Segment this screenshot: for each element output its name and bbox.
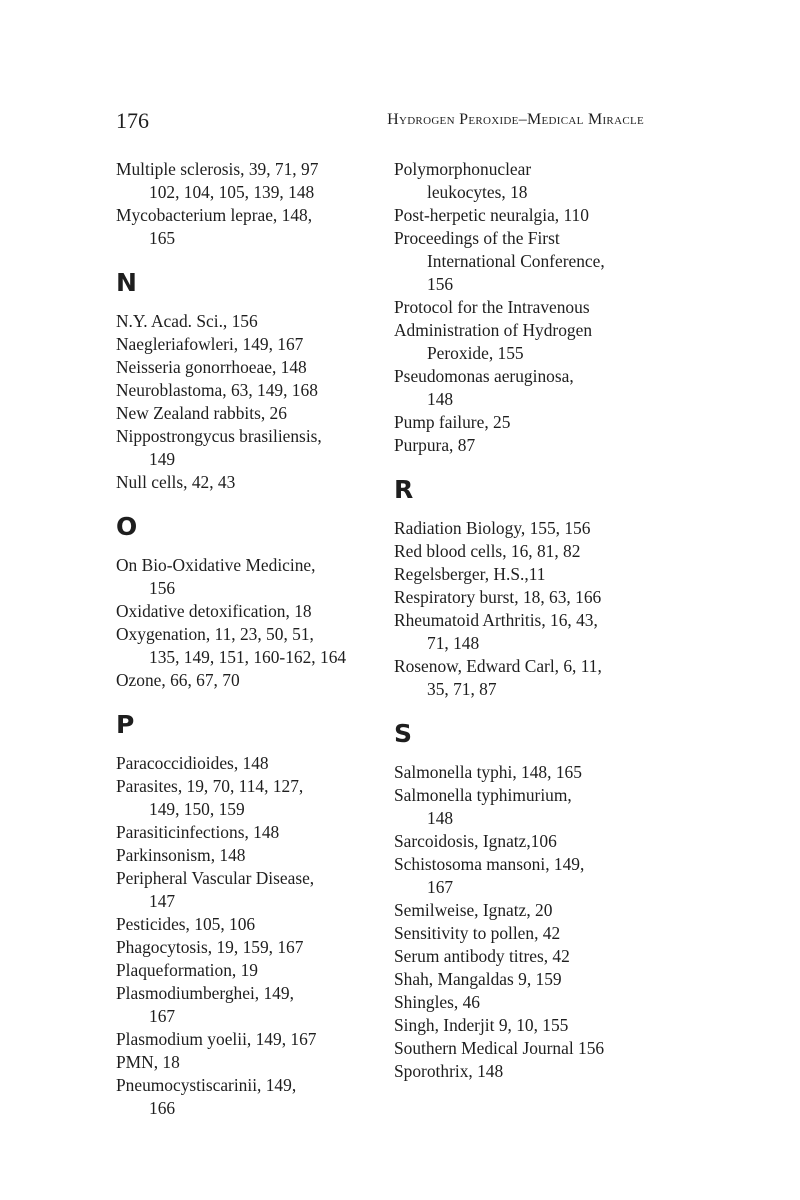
index-entry: Pesticides, 105, 106 [116, 914, 256, 934]
index-letter-heading: P [116, 710, 135, 739]
index-letter-heading: R [394, 475, 414, 504]
index-entry-continuation: leukocytes, 18 [427, 182, 528, 202]
index-entry: Neuroblastoma, 63, 149, 168 [116, 380, 318, 400]
index-entry: Oxygenation, 11, 23, 50, 51, [116, 624, 314, 644]
index-entry: Null cells, 42, 43 [116, 472, 236, 492]
index-entry: Pseudomonas aeruginosa, [394, 366, 574, 386]
index-letter-heading: S [394, 719, 413, 748]
index-entry-continuation: 165 [149, 228, 176, 248]
index-entry-continuation: 148 [427, 808, 454, 828]
index-entry-continuation: 156 [149, 578, 176, 598]
index-entry-continuation: 147 [149, 891, 176, 911]
index-entry: Semilweise, Ignatz, 20 [394, 900, 553, 920]
index-entry: Parasites, 19, 70, 114, 127, [116, 776, 304, 796]
index-entry: Neisseria gonorrhoeae, 148 [116, 357, 307, 377]
index-entry: Ozone, 66, 67, 70 [116, 670, 240, 690]
index-entry: Sporothrix, 148 [394, 1061, 504, 1081]
index-entry: Multiple sclerosis, 39, 71, 97 [116, 159, 319, 179]
index-entry: Pneumocystiscarinii, 149, [116, 1075, 297, 1095]
index-entry: Respiratory burst, 18, 63, 166 [394, 587, 602, 607]
index-entry: Administration of Hydrogen [394, 320, 593, 340]
index-entry-continuation: 167 [427, 877, 454, 897]
index-entry-continuation: International Conference, [427, 251, 605, 271]
index-entry: Schistosoma mansoni, 149, [394, 854, 585, 874]
index-entry: Sarcoidosis, Ignatz,106 [394, 831, 557, 851]
index-entry: Salmonella typhi, 148, 165 [394, 762, 582, 782]
index-entry: Salmonella typhimurium, [394, 785, 572, 805]
index-entry: Paracoccidioides, 148 [116, 753, 269, 773]
index-entry-continuation: 71, 148 [427, 633, 480, 653]
index-entry: Rheumatoid Arthritis, 16, 43, [394, 610, 598, 630]
index-entry: Mycobacterium leprae, 148, [116, 205, 313, 225]
index-entry: Plasmodiumberghei, 149, [116, 983, 294, 1003]
index-entry: On Bio-Oxidative Medicine, [116, 555, 316, 575]
index-entry: PMN, 18 [116, 1052, 180, 1072]
index-entry: Shah, Mangaldas 9, 159 [394, 969, 562, 989]
index-entry: Radiation Biology, 155, 156 [394, 518, 591, 538]
index-letter-heading: N [116, 268, 137, 297]
index-entry: Rosenow, Edward Carl, 6, 11, [394, 656, 602, 676]
index-entry: Polymorphonuclear [394, 159, 532, 179]
index-entry-continuation: 149 [149, 449, 176, 469]
index-entry: Sensitivity to pollen, 42 [394, 923, 561, 943]
index-entry: Serum antibody titres, 42 [394, 946, 570, 966]
index-entry: Southern Medical Journal 156 [394, 1038, 605, 1058]
index-entry: Parasiticinfections, 148 [116, 822, 280, 842]
index-entry-continuation: 102, 104, 105, 139, 148 [149, 182, 315, 202]
index-column-right [394, 158, 656, 1083]
index-letter-heading: O [116, 512, 138, 541]
index-entry: Protocol for the Intravenous [394, 297, 590, 317]
index-entry: Regelsberger, H.S.,11 [394, 564, 546, 584]
index-entry: Nippostrongycus brasiliensis, [116, 426, 322, 446]
index-entry: Purpura, 87 [394, 435, 476, 455]
index-entry-continuation: 35, 71, 87 [427, 679, 497, 699]
index-entry: Phagocytosis, 19, 159, 167 [116, 937, 304, 957]
index-entry: Shingles, 46 [394, 992, 480, 1012]
index-entry-continuation: 156 [427, 274, 454, 294]
index-entry-continuation: 148 [427, 389, 454, 409]
index-entry: Peripheral Vascular Disease, [116, 868, 315, 888]
index-entry: N.Y. Acad. Sci., 156 [116, 311, 258, 331]
index-entry: New Zealand rabbits, 26 [116, 403, 287, 423]
index-entry: Post-herpetic neuralgia, 110 [394, 205, 589, 225]
index-entry: Red blood cells, 16, 81, 82 [394, 541, 581, 561]
index-entry-continuation: 167 [149, 1006, 176, 1026]
index-entry: Plasmodium yoelii, 149, 167 [116, 1029, 317, 1049]
index-entry: Pump failure, 25 [394, 412, 511, 432]
page-number: 176 [116, 108, 149, 133]
index-entry: Proceedings of the First [394, 228, 560, 248]
index-entry: Naegleriafowleri, 149, 167 [116, 334, 304, 354]
index-entry: Plaqueformation, 19 [116, 960, 258, 980]
index-entry-continuation: 149, 150, 159 [149, 799, 245, 819]
index-entry-continuation: Peroxide, 155 [427, 343, 524, 363]
index-entry: Singh, Inderjit 9, 10, 155 [394, 1015, 569, 1035]
index-entry-continuation: 135, 149, 151, 160-162, 164 [149, 647, 347, 667]
index-column-left [116, 158, 386, 1120]
index-entry: Parkinsonism, 148 [116, 845, 246, 865]
page-header [116, 108, 644, 136]
running-title: Hydrogen Peroxide–Medical Miracle [387, 111, 644, 128]
index-entry: Oxidative detoxification, 18 [116, 601, 312, 621]
index-entry-continuation: 166 [149, 1098, 176, 1118]
